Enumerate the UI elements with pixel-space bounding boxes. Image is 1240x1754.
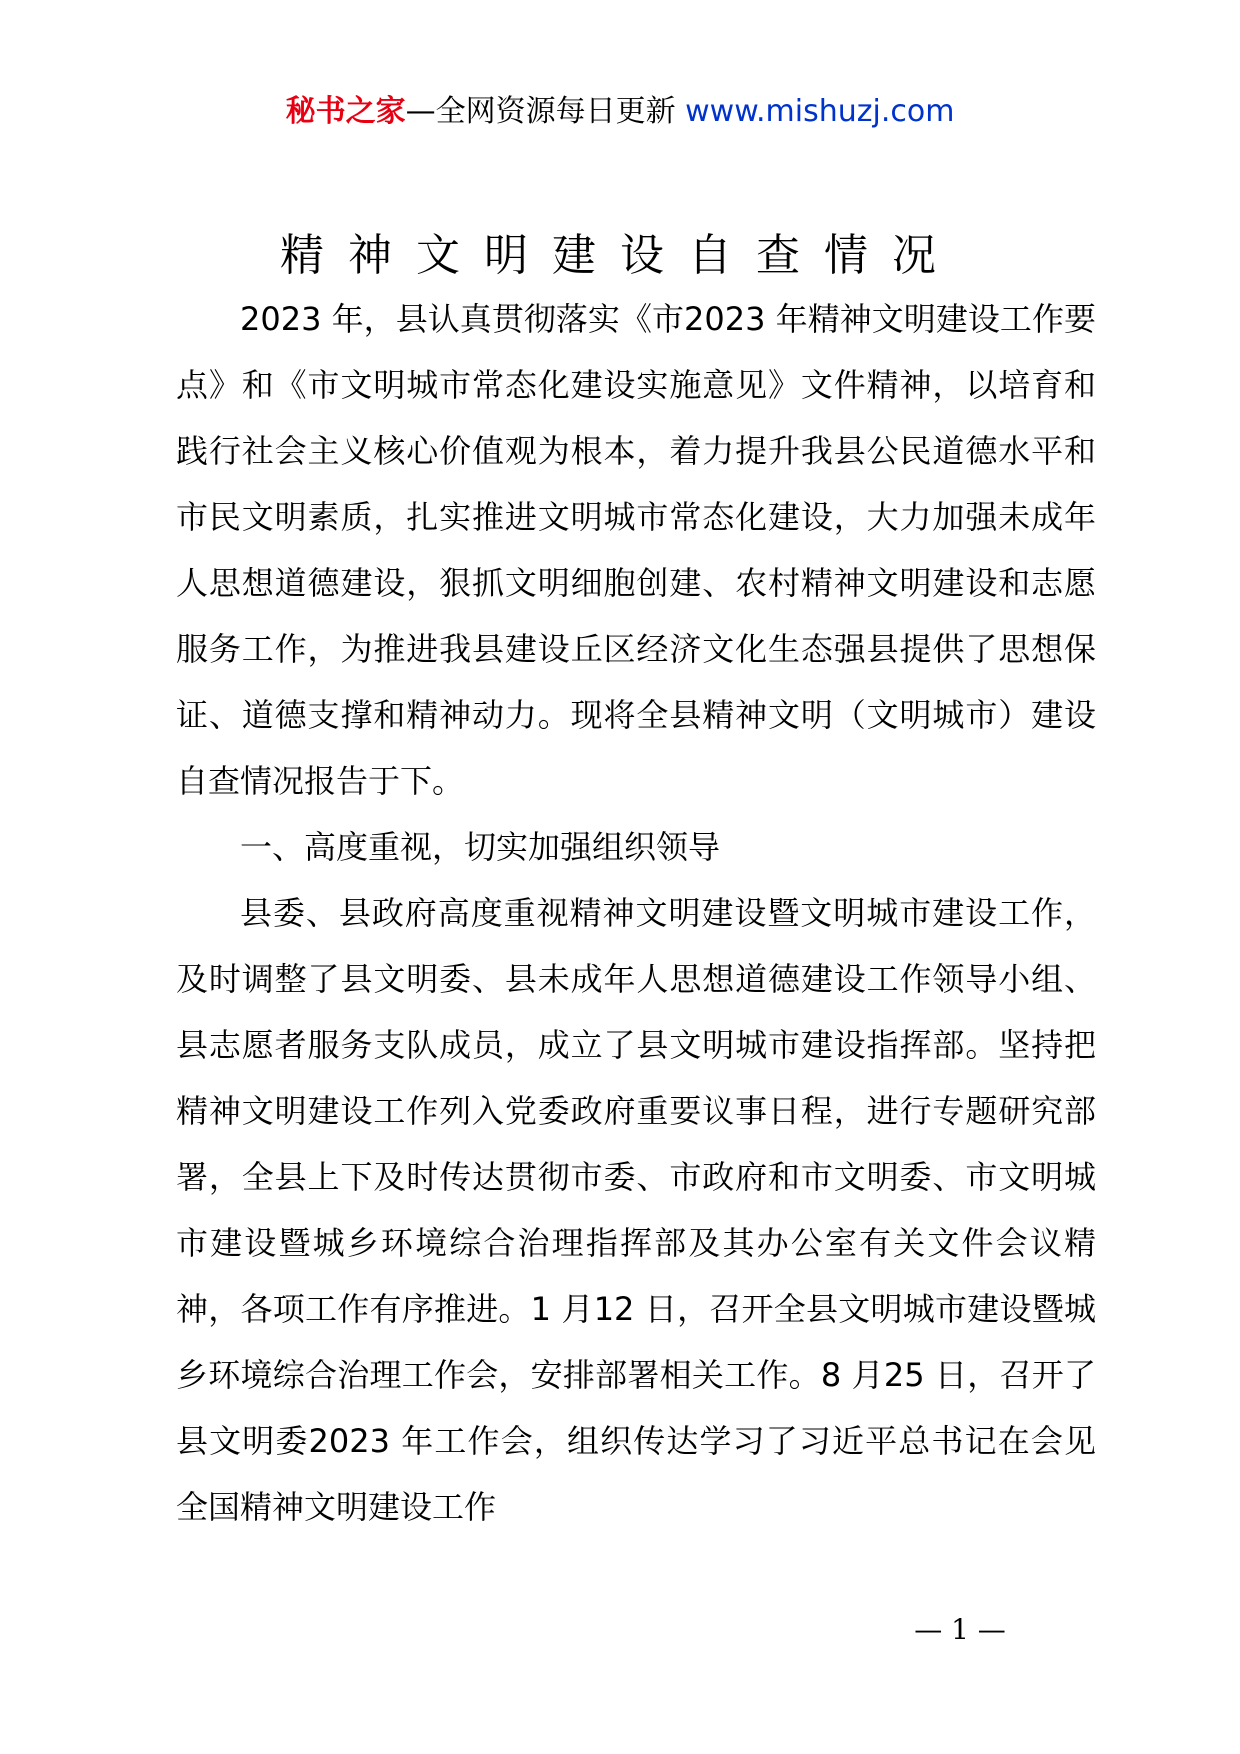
document-body [176, 286, 1096, 1540]
paragraph-intro: 2023 年，县认真贯彻落实《市2023 年精神文明建设工作要点》和《市文明城市常态化建设实施意见》文件精神，以培育和践行社会主义核心价值观为根本，着力提升我县公民道德水平和市民文明素质，扎实推进文明城市常态化建设，大力加强未成年人思想道德建设，狠抓文明细胞创建、农村精神文明建设和志愿服务工作，为推进我县建设丘区经济文化生态强县提供了思想保证、道德支撑和精神动力。现将全县精神文明（文明城市）建设自查情况报告于下。 [176, 300, 1096, 800]
section-heading: 一、高度重视，切实加强组织领导 [240, 828, 721, 866]
site-brand: 秘书之家 [285, 94, 406, 129]
site-header [0, 92, 1240, 132]
paragraph-body: 县委、县政府高度重视精神文明建设暨文明城市建设工作，及时调整了县文明委、县未成年人思想道德建设工作领导小组、县志愿者服务支队成员，成立了县文明城市建设指挥部。坚持把精神文明建设工作列入党委政府重要议事日程，进行专题研究部署，全县上下及时传达贯彻市委、市政府和市文明委、市文明城市建设暨城乡环境综合治理指挥部及其办公室有关文件会议精神，各项工作有序推进。1 月12 日，召开全县文明城市建设暨城乡环境综合治理工作会，安排部署相关工作。8 月25 日，召开了县文明委2023 年工作会，组织传达学习了习近平总书记在会见全国精神文明建设工作 [176, 894, 1096, 1526]
site-url[interactable]: www.mishuzj.com [685, 94, 955, 129]
page-number: — 1 — [914, 1613, 1006, 1646]
document-title: 精神文明建设自查情况 [280, 230, 960, 281]
site-tagline: —全网资源每日更新 [405, 94, 686, 129]
